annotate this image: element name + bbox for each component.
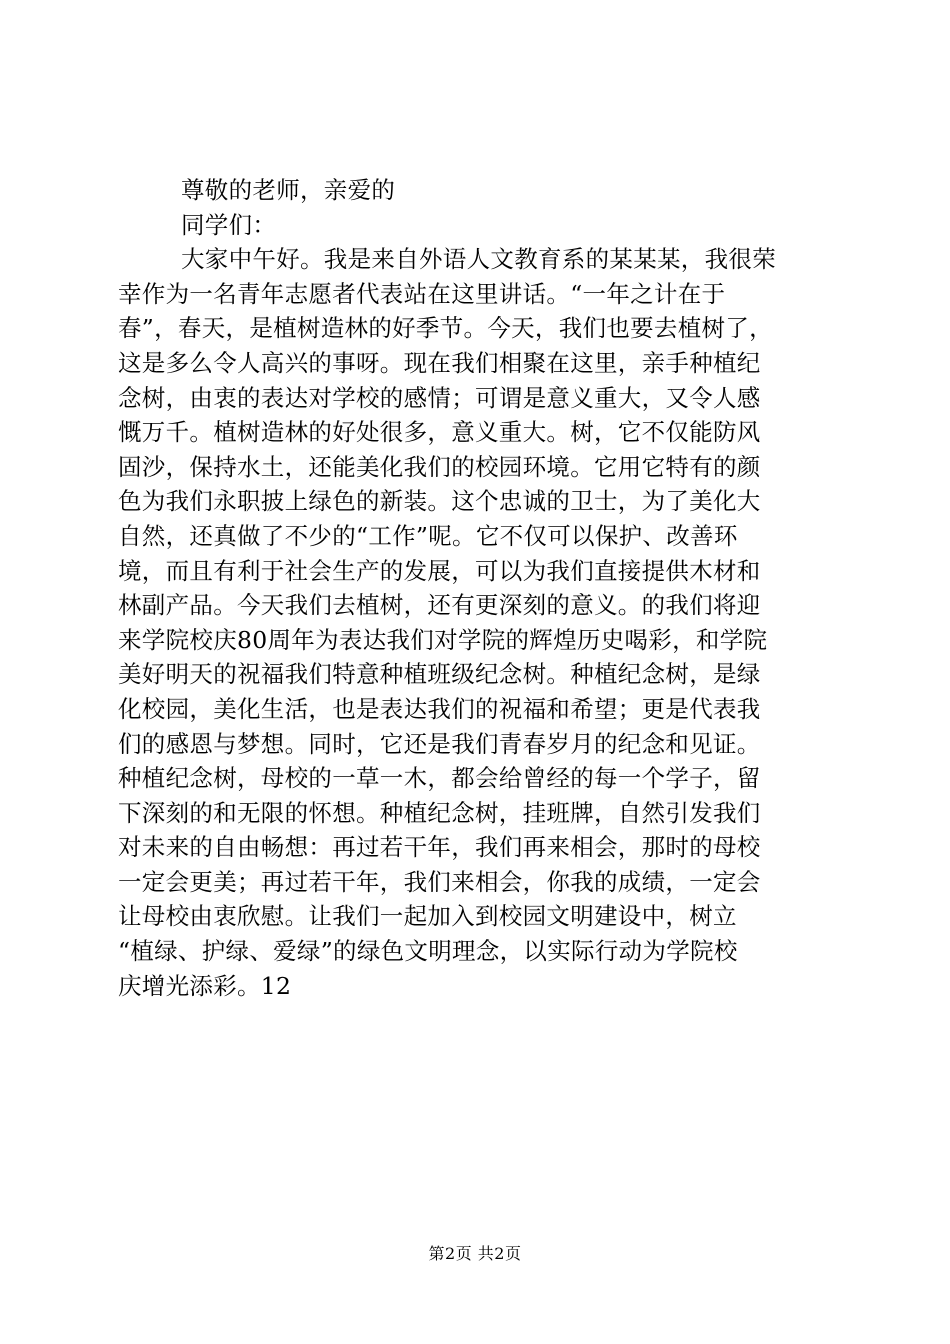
paragraph-line: 种植纪念树，母校的一草一木，都会给曾经的每一个学子，留 [118, 764, 761, 793]
paragraph-line: 色为我们永职披上绿色的新装。这个忠诚的卫士，为了美化大 [118, 487, 761, 516]
paragraph-line: 让母校由衷欣慰。让我们一起加入到校园文明建设中，树立 [118, 902, 737, 931]
paragraph-line: 对未来的自由畅想：再过若干年，我们再来相会，那时的母校 [118, 833, 761, 862]
speech-body [118, 173, 830, 1003]
paragraph-line: 美好明天的祝福我们特意种植班级纪念树。种植纪念树，是绿 [118, 660, 761, 689]
paragraph-line: 慨万千。植树造林的好处很多，意义重大。树，它不仅能防风 [118, 418, 761, 447]
page-number-footer: 第2页 共2页 [428, 1244, 522, 1263]
greeting-line: 同学们： [181, 210, 277, 239]
paragraph-line: 这是多么令人高兴的事呀。现在我们相聚在这里，亲手种植纪 [118, 348, 761, 377]
greeting-line: 尊敬的老师，亲爱的 [181, 176, 396, 204]
paragraph-line: 春”，春天，是植树造林的好季节。今天，我们也要去植树了， [118, 314, 773, 343]
paragraph-line: 幸作为一名青年志愿者代表站在这里讲话。“一年之计在于 [118, 279, 726, 308]
paragraph-line: 境，而且有利于社会生产的发展，可以为我们直接提供木材和 [118, 556, 761, 585]
paragraph-line: 来学院校庆80周年为表达我们对学院的辉煌历史喝彩，和学院 [118, 625, 768, 654]
paragraph-line: 固沙，保持水土，还能美化我们的校园环境。它用它特有的颜 [118, 452, 761, 481]
paragraph-line: 下深刻的和无限的怀想。种植纪念树，挂班牌，自然引发我们 [118, 798, 761, 827]
paragraph-line: 们的感恩与梦想。同时，它还是我们青春岁月的纪念和见证。 [118, 729, 761, 758]
paragraph-line: 庆增光添彩。12 [118, 971, 292, 1000]
paragraph-line: 一定会更美；再过若干年，我们来相会，你我的成绩，一定会 [118, 867, 761, 896]
paragraph-line: 化校园，美化生活，也是表达我们的祝福和希望；更是代表我 [118, 694, 761, 723]
paragraph-line: 自然，还真做了不少的“工作”呢。它不仅可以保护、改善环 [118, 521, 738, 550]
paragraph-line: “植绿、护绿、爱绿”的绿色文明理念，以实际行动为学院校 [118, 937, 738, 966]
paragraph-line: 念树，由衷的表达对学校的感情；可谓是意义重大，又令人感 [118, 383, 761, 412]
paragraph-line: 大家中午好。我是来自外语人文教育系的某某某，我很荣 [181, 245, 776, 274]
paragraph-line: 林副产品。今天我们去植树，还有更深刻的意义。的我们将迎 [118, 591, 761, 620]
